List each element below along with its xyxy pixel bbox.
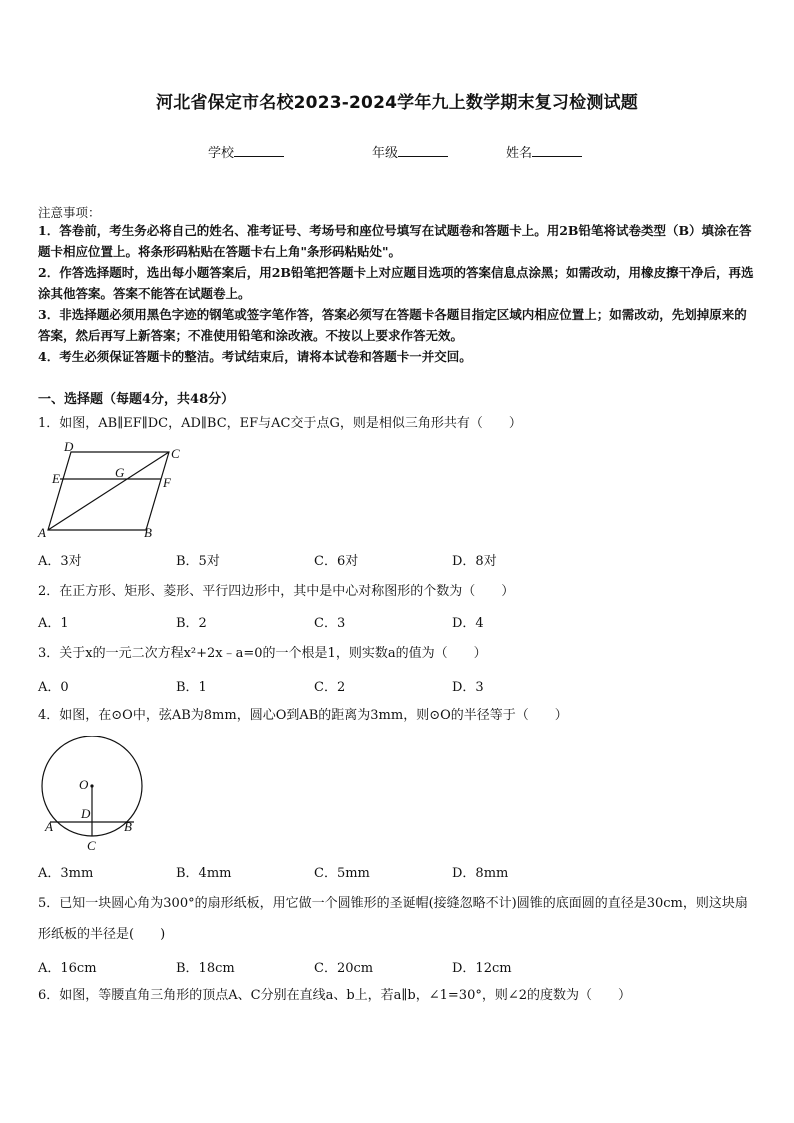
question-4-figure bbox=[36, 736, 148, 854]
question-4-option-d[interactable]: D．8mm bbox=[452, 866, 509, 881]
question-2-option-c[interactable]: C．3 bbox=[314, 616, 346, 631]
notes-heading: 注意事项： bbox=[38, 205, 101, 220]
figure-label: C bbox=[171, 446, 180, 461]
question-3-option-b[interactable]: B．1 bbox=[176, 680, 207, 695]
question-5-option-a[interactable]: A．16cm bbox=[38, 961, 97, 976]
figure-label: E bbox=[52, 471, 60, 486]
school-blank[interactable] bbox=[234, 144, 284, 157]
question-3-option-c[interactable]: C．2 bbox=[314, 680, 346, 695]
question-4-option-a[interactable]: A．3mm bbox=[38, 866, 94, 881]
question-6-stem: 6．如图，等腰直角三角形的顶点A、C分别在直线a、b上，若a∥b，∠1=30°，则∠2的度数为（ ） bbox=[38, 988, 632, 1003]
question-2-option-b[interactable]: B．2 bbox=[176, 616, 207, 631]
grade-field[interactable] bbox=[372, 142, 448, 161]
section-heading: 一、选择题（每题4分，共48分） bbox=[38, 392, 235, 407]
figure-label: F bbox=[163, 475, 171, 490]
question-2-option-a[interactable]: A．1 bbox=[38, 616, 69, 631]
question-3-stem: 3．关于x的一元二次方程x²+2x﹣a=0的一个根是1，则实数a的值为（ ） bbox=[38, 646, 487, 661]
question-1-option-c[interactable]: C．6对 bbox=[314, 554, 359, 569]
question-4-option-b[interactable]: B．4mm bbox=[176, 866, 232, 881]
question-4-stem: 4．如图，在⊙O中，弦AB为8mm，圆心O到AB的距离为3mm，则⊙O的半径等于（ ） bbox=[38, 708, 568, 723]
question-4-option-c[interactable]: C．5mm bbox=[314, 866, 370, 881]
figure-label: A bbox=[45, 819, 53, 834]
figure-label: B bbox=[144, 525, 152, 540]
note-item: 3．非选择题必须用黑色字迹的钢笔或签字笔作答，答案必须写在答题卡各题目指定区域内相应位置上；如需改动，先划掉原来的答案，然后再写上新答案；不准使用铅笔和涂改液。不按以上要求作答无效。 bbox=[38, 307, 747, 343]
name-field[interactable] bbox=[506, 142, 582, 161]
question-5-option-b[interactable]: B．18cm bbox=[176, 961, 235, 976]
figure-label: C bbox=[87, 838, 96, 853]
school-field[interactable] bbox=[208, 142, 284, 161]
question-3-option-a[interactable]: A．0 bbox=[38, 680, 69, 695]
question-1-option-b[interactable]: B．5对 bbox=[176, 554, 220, 569]
question-1-option-d[interactable]: D．8对 bbox=[452, 554, 497, 569]
note-item: 4．考生必须保证答题卡的整洁。考试结束后，请将本试卷和答题卡一并交回。 bbox=[38, 349, 472, 364]
question-1-option-a[interactable]: A．3对 bbox=[38, 554, 82, 569]
school-label: 学校 bbox=[208, 146, 235, 161]
question-2-stem: 2．在正方形、矩形、菱形、平行四边形中，其中是中心对称图形的个数为（ ） bbox=[38, 584, 515, 599]
center-point-o bbox=[90, 784, 93, 787]
figure-label: D bbox=[64, 440, 74, 454]
name-label: 姓名 bbox=[506, 146, 533, 161]
figure-label: G bbox=[115, 465, 125, 480]
question-1-stem: 1．如图，AB∥EF∥DC，AD∥BC，EF与AC交于点G，则是相似三角形共有（ ） bbox=[38, 416, 522, 431]
figure-label: A bbox=[38, 525, 46, 540]
figure-label: B bbox=[124, 819, 132, 834]
grade-blank[interactable] bbox=[398, 144, 448, 157]
name-blank[interactable] bbox=[532, 144, 582, 157]
note-item: 2．作答选择题时，选出每小题答案后，用2B铅笔把答题卡上对应题目选项的答案信息点涂黑；如需改动，用橡皮擦干净后，再选涂其他答案。答案不能答在试题卷上。 bbox=[38, 265, 754, 301]
question-2-option-d[interactable]: D．4 bbox=[452, 616, 484, 631]
diagonal-ac bbox=[48, 452, 169, 530]
figure-label: O bbox=[79, 777, 89, 792]
question-3-option-d[interactable]: D．3 bbox=[452, 680, 484, 695]
page-title: 河北省保定市名校2023-2024学年九上数学期末复习检测试题 bbox=[156, 93, 638, 113]
note-item: 1．答卷前，考生务必将自己的姓名、准考证号、考场号和座位号填写在试题卷和答题卡上。用2B铅笔将试卷类型（B）填涂在答题卡相应位置上。将条形码粘贴在答题卡右上角"条形码粘贴处"。 bbox=[38, 223, 752, 259]
question-5-stem: 5．已知一块圆心角为300°的扇形纸板，用它做一个圆锥形的圣诞帽(接缝忽略不计)圆锥的底面圆的直径是30cm，则这块扇形纸板的半径是( ) bbox=[38, 896, 748, 942]
question-5-option-c[interactable]: C．20cm bbox=[314, 961, 374, 976]
question-5-option-d[interactable]: D．12cm bbox=[452, 961, 512, 976]
figure-label: D bbox=[81, 806, 91, 821]
grade-label: 年级 bbox=[372, 146, 399, 161]
question-1-figure bbox=[36, 440, 186, 542]
